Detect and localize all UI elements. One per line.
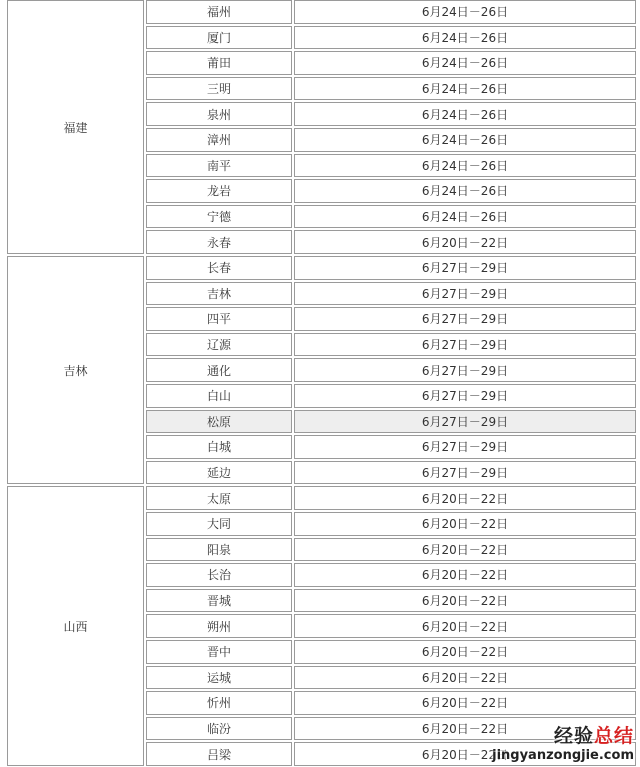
province-cell: 福建 xyxy=(7,0,144,254)
date-cell: 6月27日－29日 xyxy=(294,358,636,382)
city-cell: 辽源 xyxy=(146,333,292,357)
date-cell: 6月20日－22日 xyxy=(294,742,636,766)
city-cell: 长春 xyxy=(146,256,292,280)
city-cell: 延边 xyxy=(146,461,292,485)
date-cell: 6月20日－22日 xyxy=(294,717,636,741)
city-cell: 太原 xyxy=(146,486,292,510)
date-cell: 6月24日－26日 xyxy=(294,26,636,50)
city-cell: 临汾 xyxy=(146,717,292,741)
city-cell: 厦门 xyxy=(146,26,292,50)
date-cell: 6月20日－22日 xyxy=(294,666,636,690)
date-cell: 6月20日－22日 xyxy=(294,538,636,562)
city-cell: 运城 xyxy=(146,666,292,690)
province-cell: 吉林 xyxy=(7,256,144,484)
city-cell: 晋中 xyxy=(146,640,292,664)
date-cell: 6月27日－29日 xyxy=(294,410,636,434)
date-cell: 6月20日－22日 xyxy=(294,589,636,613)
city-cell: 永春 xyxy=(146,230,292,254)
city-cell: 莆田 xyxy=(146,51,292,75)
date-cell: 6月27日－29日 xyxy=(294,333,636,357)
city-cell: 长治 xyxy=(146,563,292,587)
city-cell: 三明 xyxy=(146,77,292,101)
city-cell: 朔州 xyxy=(146,614,292,638)
city-cell: 忻州 xyxy=(146,691,292,715)
date-cell: 6月24日－26日 xyxy=(294,128,636,152)
city-cell: 泉州 xyxy=(146,102,292,126)
watermark-title xyxy=(492,721,634,748)
date-cell: 6月20日－22日 xyxy=(294,512,636,536)
city-cell: 宁德 xyxy=(146,205,292,229)
city-cell: 四平 xyxy=(146,307,292,331)
city-cell: 漳州 xyxy=(146,128,292,152)
date-cell: 6月27日－29日 xyxy=(294,384,636,408)
date-cell: 6月24日－26日 xyxy=(294,77,636,101)
watermark-url: jingyanzongjie.com xyxy=(492,748,634,763)
date-cell: 6月27日－29日 xyxy=(294,307,636,331)
province-cell: 山西 xyxy=(7,486,144,766)
date-cell: 6月24日－26日 xyxy=(294,154,636,178)
date-cell: 6月20日－22日 xyxy=(294,691,636,715)
date-cell: 6月27日－29日 xyxy=(294,282,636,306)
date-cell: 6月24日－26日 xyxy=(294,102,636,126)
watermark-title-red: 总结 xyxy=(593,725,634,747)
city-cell: 南平 xyxy=(146,154,292,178)
city-cell: 松原 xyxy=(146,410,292,434)
date-cell: 6月20日－22日 xyxy=(294,640,636,664)
watermark-title-black: 经验 xyxy=(553,725,594,747)
city-cell: 阳泉 xyxy=(146,538,292,562)
date-cell: 6月24日－26日 xyxy=(294,51,636,75)
date-cell: 6月24日－26日 xyxy=(294,179,636,203)
city-cell: 吕梁 xyxy=(146,742,292,766)
date-cell: 6月27日－29日 xyxy=(294,435,636,459)
date-cell: 6月20日－22日 xyxy=(294,614,636,638)
city-cell: 通化 xyxy=(146,358,292,382)
date-cell: 6月27日－29日 xyxy=(294,461,636,485)
date-cell: 6月20日－22日 xyxy=(294,486,636,510)
date-cell: 6月20日－22日 xyxy=(294,230,636,254)
city-cell: 龙岩 xyxy=(146,179,292,203)
date-cell: 6月20日－22日 xyxy=(294,563,636,587)
city-cell: 晋城 xyxy=(146,589,292,613)
date-cell: 6月24日－26日 xyxy=(294,205,636,229)
watermark xyxy=(492,721,634,763)
city-cell: 白城 xyxy=(146,435,292,459)
city-cell: 大同 xyxy=(146,512,292,536)
date-cell: 6月24日－26日 xyxy=(294,0,636,24)
city-cell: 白山 xyxy=(146,384,292,408)
city-cell: 福州 xyxy=(146,0,292,24)
date-cell: 6月27日－29日 xyxy=(294,256,636,280)
city-cell: 吉林 xyxy=(146,282,292,306)
